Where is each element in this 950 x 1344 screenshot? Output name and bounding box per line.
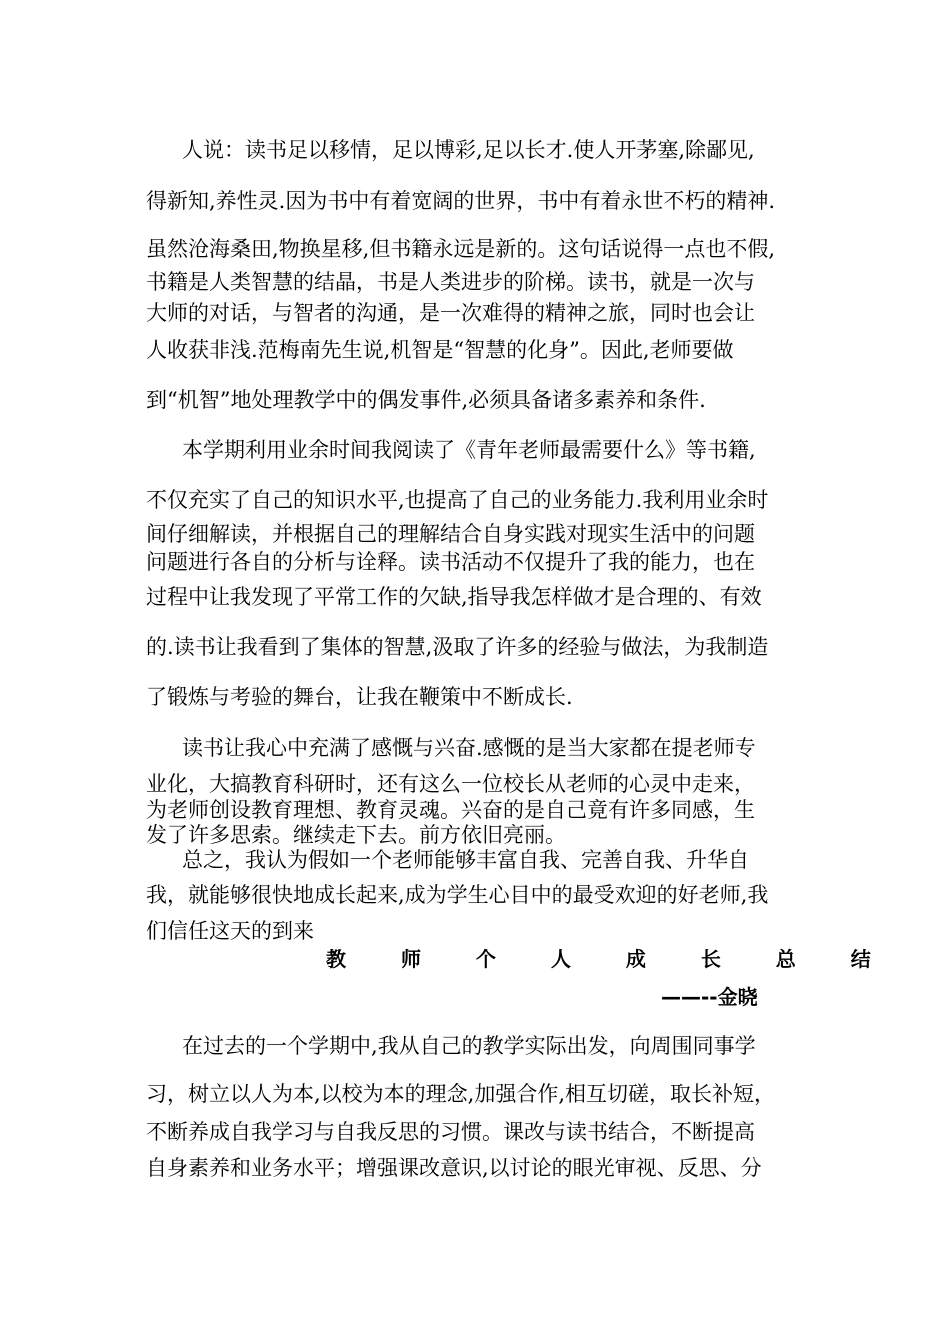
paragraph-line: 习，树立以人为本,以校为本的理念,加强合作,相互切磋，取长补短， xyxy=(146,1082,776,1106)
paragraph-line: 我，就能够很快地成长起来,成为学生心目中的最受欢迎的好老师,我 xyxy=(146,883,769,907)
paragraph-line: 发了许多思索。继续走下去。前方依旧亮丽。 xyxy=(146,823,566,847)
paragraph-line: 得新知,养性灵.因为书中有着宽阔的世界，书中有着永世不朽的精神. xyxy=(146,189,776,213)
paragraph-line: 了锻炼与考验的舞台，让我在鞭策中不断成长. xyxy=(146,685,573,709)
paragraph-line: 读书让我心中充满了感慨与兴奋.感慨的是当大家都在提老师专 xyxy=(182,736,756,760)
paragraph-line: 总之，我认为假如一个老师能够丰富自我、完善自我、升华自 xyxy=(182,848,749,872)
paragraph-line: 虽然沧海桑田,物换星移,但书籍永远是新的。这句话说得一点也不假, xyxy=(146,237,776,261)
paragraph-line: 为老师创设教育理想、教育灵魂。兴奋的是自己竟有许多同感，生 xyxy=(146,798,755,822)
paragraph-line: 本学期利用业余时间我阅读了《青年老师最需要什么》等书籍, xyxy=(182,438,756,462)
paragraph-line: 间仔细解读，并根据自己的理解结合自身实践对现实生活中的问题 xyxy=(146,522,755,546)
paragraph-line: 业化，大搞教育科研时，还有这么一位校长从老师的心灵中走来， xyxy=(146,772,755,796)
paragraph-line: 到“机智”地处理教学中的偶发事件,必须具备诸多素养和条件. xyxy=(146,388,706,412)
paragraph-line: 过程中让我发现了平常工作的欠缺,指导我怎样做才是合理的、有效 xyxy=(146,585,762,609)
paragraph-line: 不断养成自我学习与自我反思的习惯。课改与读书结合，不断提高 xyxy=(146,1120,755,1144)
paragraph-line: 大师的对话，与智者的沟通，是一次难得的精神之旅，同时也会让 xyxy=(146,301,755,325)
paragraph-line: 人说：读书足以移情，足以博彩,足以长才.使人开茅塞,除鄙见, xyxy=(182,138,755,162)
paragraph-line: 们信任这天的到来 xyxy=(146,919,314,943)
paragraph-line: 自身素养和业务水平；增强课改意识,以讨论的眼光审视、反思、分 xyxy=(146,1156,762,1180)
paragraph-line: 不仅充实了自己的知识水平,也提高了自己的业务能力.我利用业余时 xyxy=(146,488,769,512)
paragraph-line: 在过去的一个学期中,我从自己的教学实际出发，向周围同事学 xyxy=(182,1034,756,1058)
author-line: ——--金晓 xyxy=(661,985,758,1009)
paragraph-line: 的.读书让我看到了集体的智慧,汲取了许多的经验与做法，为我制造 xyxy=(146,635,769,659)
document-title: 教 师 个 人 成 长 总 结 xyxy=(326,947,895,971)
paragraph-line: 书籍是人类智慧的结晶，书是人类进步的阶梯。读书，就是一次与 xyxy=(146,270,755,294)
paragraph-line: 问题进行各自的分析与诠释。读书活动不仅提升了我的能力，也在 xyxy=(146,550,755,574)
paragraph-line: 人收获非浅.范梅南先生说,机智是“智慧的化身”。因此,老师要做 xyxy=(146,338,734,362)
